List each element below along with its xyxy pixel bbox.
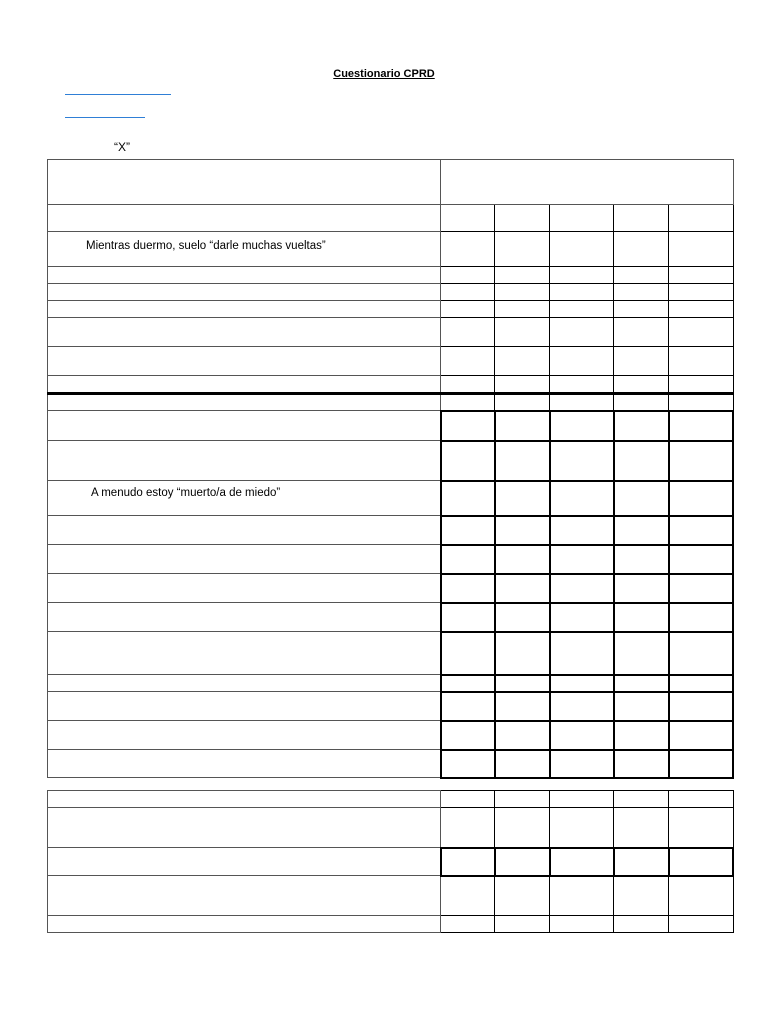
answer-cell[interactable]	[495, 411, 550, 441]
table-row	[48, 692, 734, 721]
question-cell	[48, 232, 441, 267]
answer-cell[interactable]	[441, 916, 495, 933]
answer-cell[interactable]	[495, 545, 550, 574]
table-row	[48, 545, 734, 574]
answer-cell[interactable]	[550, 284, 614, 301]
answer-cell[interactable]	[614, 876, 669, 916]
questionnaire-table-2	[47, 790, 734, 933]
answer-cell[interactable]	[614, 301, 669, 318]
answer-cell[interactable]	[441, 267, 495, 284]
answer-cell[interactable]	[441, 692, 495, 721]
answer-cell[interactable]	[669, 284, 733, 301]
answer-cell[interactable]	[441, 721, 495, 750]
answer-cell[interactable]	[441, 376, 495, 394]
answer-cell[interactable]	[441, 675, 495, 692]
answer-cell[interactable]	[614, 481, 669, 516]
table-row	[48, 284, 734, 301]
answer-cell[interactable]	[614, 848, 669, 876]
answer-cell[interactable]	[669, 347, 733, 376]
answer-cell[interactable]	[495, 632, 550, 675]
answer-cell[interactable]	[669, 721, 733, 750]
document-title: Cuestionario CPRD	[333, 68, 435, 80]
answer-cell[interactable]	[550, 481, 614, 516]
answer-cell[interactable]	[614, 750, 669, 778]
table-row	[48, 721, 734, 750]
answer-cell[interactable]	[550, 876, 614, 916]
answer-cell[interactable]	[614, 632, 669, 675]
answer-cell[interactable]	[669, 516, 733, 545]
answer-cell[interactable]	[614, 545, 669, 574]
answer-cell[interactable]	[614, 232, 669, 267]
answer-cell[interactable]	[614, 441, 669, 481]
answer-cell[interactable]	[669, 574, 733, 603]
answer-cell[interactable]	[441, 301, 495, 318]
answer-cell[interactable]	[669, 267, 733, 284]
answer-cell[interactable]	[550, 516, 614, 545]
answer-cell[interactable]	[441, 876, 495, 916]
table-row	[48, 808, 734, 848]
answer-cell[interactable]	[669, 318, 733, 347]
answer-cell[interactable]	[669, 481, 733, 516]
table-row	[48, 205, 734, 232]
answer-cell[interactable]	[550, 318, 614, 347]
answer-cell[interactable]	[669, 232, 733, 267]
answer-cell[interactable]	[495, 205, 550, 232]
answer-cell[interactable]	[550, 545, 614, 574]
answer-cell[interactable]	[669, 791, 733, 808]
answer-cell[interactable]	[495, 441, 550, 481]
table-row	[48, 232, 734, 267]
answer-cell[interactable]	[669, 692, 733, 721]
table-row	[48, 347, 734, 376]
answer-cell[interactable]	[441, 284, 495, 301]
answer-cell[interactable]	[441, 394, 495, 411]
table-row	[48, 632, 734, 675]
questionnaire-table-1	[47, 159, 734, 779]
answer-cell[interactable]	[495, 394, 550, 411]
answer-cell[interactable]	[495, 916, 550, 933]
answer-cell[interactable]	[669, 675, 733, 692]
answer-cell[interactable]	[614, 347, 669, 376]
answer-cell[interactable]	[669, 545, 733, 574]
answer-cell[interactable]	[441, 574, 495, 603]
answer-cell[interactable]	[550, 721, 614, 750]
answer-cell[interactable]	[441, 232, 495, 267]
table-row	[48, 916, 734, 933]
answer-cell[interactable]	[550, 750, 614, 778]
answer-cell[interactable]	[495, 848, 550, 876]
answer-cell[interactable]	[441, 318, 495, 347]
table-row	[48, 411, 734, 441]
answer-cell[interactable]	[669, 750, 733, 778]
answer-cell[interactable]	[550, 376, 614, 394]
answer-cell[interactable]	[550, 632, 614, 675]
header-answer-cell	[441, 160, 733, 205]
answer-cell[interactable]	[441, 411, 495, 441]
answer-cell[interactable]	[550, 808, 614, 848]
question-cell	[48, 481, 441, 516]
answer-cell[interactable]	[614, 267, 669, 284]
answer-cell[interactable]	[441, 808, 495, 848]
answer-cell[interactable]	[495, 603, 550, 632]
answer-cell[interactable]	[495, 876, 550, 916]
question-text: A menudo estoy “muerto/a de miedo”	[91, 487, 281, 499]
answer-cell[interactable]	[614, 284, 669, 301]
answer-cell[interactable]	[614, 376, 669, 394]
answer-cell[interactable]	[441, 545, 495, 574]
answer-cell[interactable]	[550, 347, 614, 376]
table-row	[48, 481, 734, 516]
answer-cell[interactable]	[669, 441, 733, 481]
answer-cell[interactable]	[669, 301, 733, 318]
table-row	[48, 791, 734, 808]
answer-cell[interactable]	[669, 916, 733, 933]
answer-cell[interactable]	[495, 675, 550, 692]
answer-cell[interactable]	[495, 750, 550, 778]
answer-cell[interactable]	[614, 916, 669, 933]
answer-cell[interactable]	[614, 808, 669, 848]
answer-cell[interactable]	[441, 481, 495, 516]
answer-cell[interactable]	[614, 791, 669, 808]
table-row	[48, 516, 734, 545]
header-cell	[48, 160, 441, 205]
answer-cell[interactable]	[441, 205, 495, 232]
answer-cell[interactable]	[495, 516, 550, 545]
answer-cell[interactable]	[550, 916, 614, 933]
answer-cell[interactable]	[495, 481, 550, 516]
answer-cell[interactable]	[614, 692, 669, 721]
answer-cell[interactable]	[669, 603, 733, 632]
answer-cell[interactable]	[441, 750, 495, 778]
answer-cell[interactable]	[614, 318, 669, 347]
answer-cell[interactable]	[550, 205, 614, 232]
answer-cell[interactable]	[550, 603, 614, 632]
table-row	[48, 394, 734, 411]
answer-cell[interactable]	[495, 347, 550, 376]
answer-cell[interactable]	[614, 205, 669, 232]
answer-cell[interactable]	[495, 808, 550, 848]
answer-cell[interactable]	[495, 721, 550, 750]
answer-cell[interactable]	[441, 632, 495, 675]
answer-cell[interactable]	[669, 848, 733, 876]
answer-cell[interactable]	[669, 376, 733, 394]
table-row	[48, 318, 734, 347]
answer-cell[interactable]	[550, 267, 614, 284]
answer-cell[interactable]	[495, 574, 550, 603]
answer-cell[interactable]	[614, 721, 669, 750]
table-header-row	[48, 160, 734, 205]
answer-cell[interactable]	[614, 516, 669, 545]
answer-cell[interactable]	[495, 284, 550, 301]
answer-cell[interactable]	[669, 411, 733, 441]
answer-cell[interactable]	[441, 603, 495, 632]
answer-cell[interactable]	[669, 808, 733, 848]
answer-cell[interactable]	[614, 574, 669, 603]
answer-cell[interactable]	[614, 394, 669, 411]
answer-cell[interactable]	[495, 376, 550, 394]
answer-cell[interactable]	[495, 791, 550, 808]
table-row	[48, 750, 734, 778]
table-row	[48, 876, 734, 916]
answer-cell[interactable]	[441, 848, 495, 876]
question-text: Mientras duermo, suelo “darle muchas vueltas”	[86, 240, 326, 252]
answer-cell[interactable]	[495, 692, 550, 721]
answer-cell[interactable]	[441, 347, 495, 376]
answer-cell[interactable]	[669, 205, 733, 232]
link-underline-1[interactable]	[65, 94, 171, 95]
answer-cell[interactable]	[550, 574, 614, 603]
answer-cell[interactable]	[495, 318, 550, 347]
table-row	[48, 574, 734, 603]
answer-cell[interactable]	[550, 394, 614, 411]
answer-cell[interactable]	[614, 411, 669, 441]
answer-cell[interactable]	[550, 692, 614, 721]
table-row	[48, 267, 734, 284]
answer-cell[interactable]	[495, 232, 550, 267]
table-row	[48, 441, 734, 481]
table-row	[48, 301, 734, 318]
table-row	[48, 603, 734, 632]
answer-cell[interactable]	[441, 791, 495, 808]
answer-cell[interactable]	[550, 675, 614, 692]
answer-cell[interactable]	[550, 791, 614, 808]
answer-cell[interactable]	[550, 411, 614, 441]
answer-cell[interactable]	[550, 301, 614, 318]
table-row	[48, 376, 734, 394]
answer-cell[interactable]	[495, 301, 550, 318]
answer-cell[interactable]	[614, 603, 669, 632]
answer-cell[interactable]	[550, 848, 614, 876]
answer-cell[interactable]	[550, 441, 614, 481]
answer-cell[interactable]	[550, 232, 614, 267]
answer-cell[interactable]	[614, 675, 669, 692]
answer-cell[interactable]	[495, 267, 550, 284]
answer-cell[interactable]	[669, 632, 733, 675]
answer-cell[interactable]	[441, 441, 495, 481]
table-row	[48, 675, 734, 692]
answer-cell[interactable]	[669, 876, 733, 916]
link-underline-2[interactable]	[65, 117, 145, 118]
answer-cell[interactable]	[441, 516, 495, 545]
instruction-mark: “X”	[114, 140, 130, 154]
answer-cell[interactable]	[669, 394, 733, 411]
table-row	[48, 848, 734, 876]
